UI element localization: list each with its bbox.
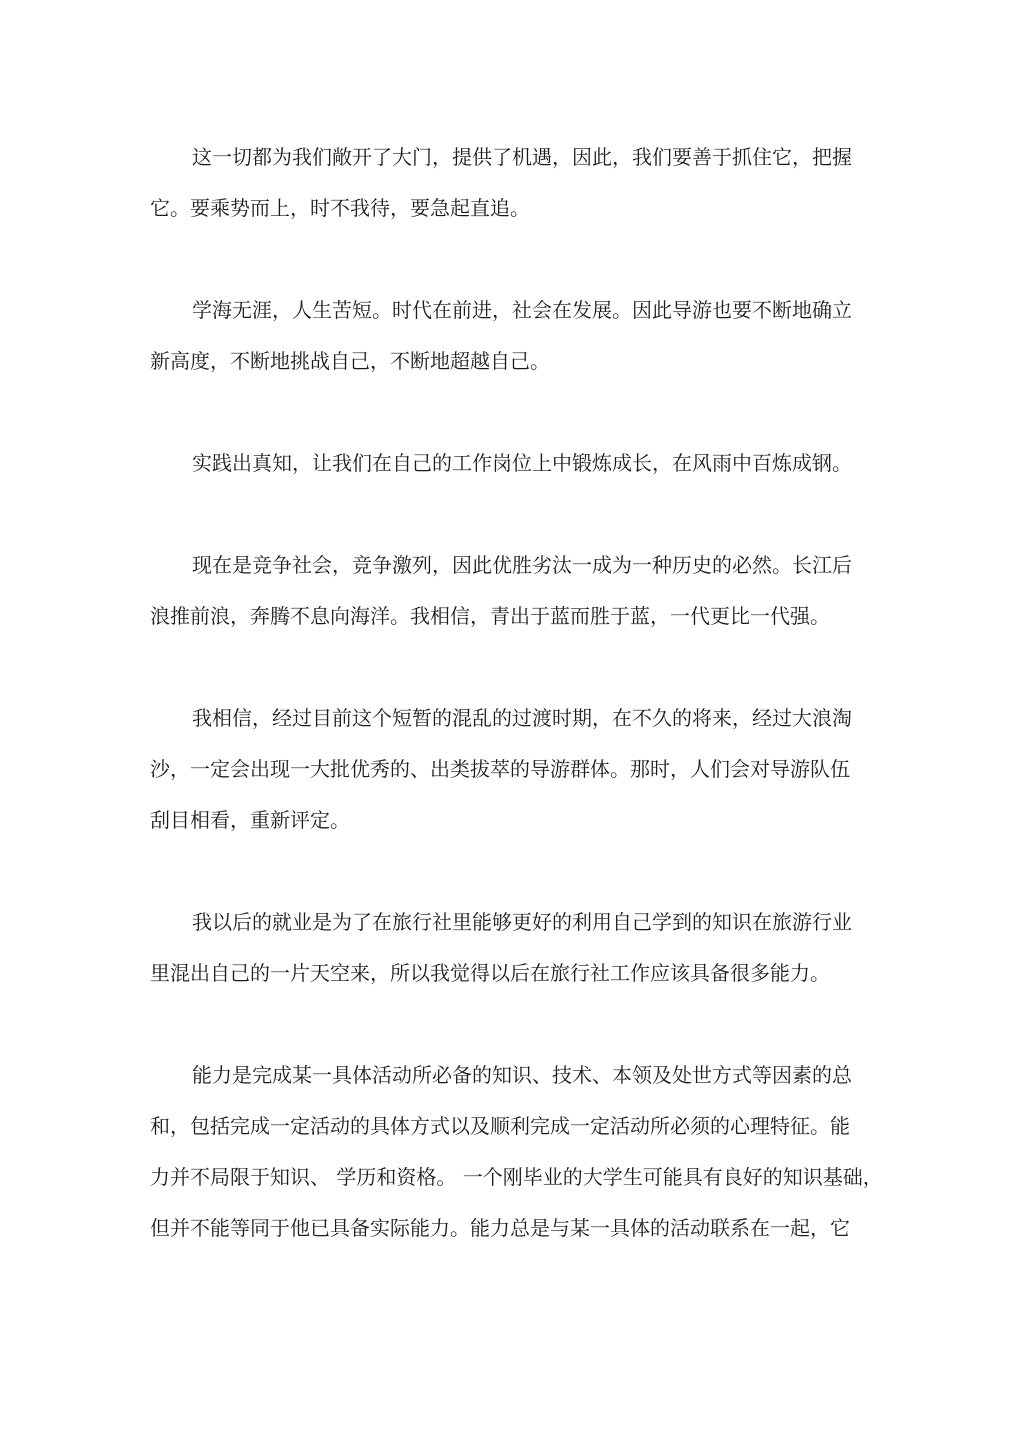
paragraph-3 xyxy=(150,438,852,489)
paragraph-line: 我以后的就业是为了在旅行社里能够更好的利用自己学到的知识在旅游行业 xyxy=(192,910,852,934)
paragraph-line: 它。要乘势而上，时不我待，要急起直追。 xyxy=(150,196,530,220)
paragraph-line: 刮目相看，重新评定。 xyxy=(150,808,350,832)
paragraph-line: 浪推前浪，奔腾不息向海洋。我相信，青出于蓝而胜于蓝，一代更比一代强。 xyxy=(150,604,830,628)
paragraph-6 xyxy=(150,897,852,999)
document-body xyxy=(150,132,883,1305)
paragraph-line: 我相信，经过目前这个短暂的混乱的过渡时期，在不久的将来，经过大浪淘 xyxy=(192,706,852,730)
paragraph-4 xyxy=(150,540,852,642)
paragraph-line: 实践出真知，让我们在自己的工作岗位上中锻炼成长，在风雨中百炼成钢。 xyxy=(192,451,852,475)
paragraph-line: 学海无涯，人生苦短。时代在前进，社会在发展。因此导游也要不断地确立 xyxy=(192,298,852,322)
paragraph-line: 力并不局限于知识、 学历和资格。 一个刚毕业的大学生可能具有良好的知识基础， xyxy=(150,1165,883,1189)
paragraph-line: 和，包括完成一定活动的具体方式以及顺利完成一定活动所必须的心理特征。能 xyxy=(150,1114,850,1138)
paragraph-line: 这一切都为我们敞开了大门，提供了机遇，因此，我们要善于抓住它，把握 xyxy=(192,145,852,169)
paragraph-line: 里混出自己的一片天空来，所以我觉得以后在旅行社工作应该具备很多能力。 xyxy=(150,961,830,985)
paragraph-line: 能力是完成某一具体活动所必备的知识、技术、本领及处世方式等因素的总 xyxy=(192,1063,852,1087)
paragraph-2 xyxy=(150,285,852,387)
paragraph-1 xyxy=(150,132,852,234)
paragraph-line: 现在是竞争社会，竞争激列，因此优胜劣汰一成为一种历史的必然。长江后 xyxy=(192,553,852,577)
paragraph-line: 新高度，不断地挑战自己，不断地超越自己。 xyxy=(150,349,550,373)
paragraph-line: 但并不能等同于他已具备实际能力。能力总是与某一具体的活动联系在一起，它 xyxy=(150,1216,850,1240)
paragraph-line: 沙，一定会出现一大批优秀的、出类拔萃的导游群体。那时，人们会对导游队伍 xyxy=(150,757,850,781)
paragraph-7 xyxy=(150,1050,883,1254)
paragraph-5 xyxy=(150,693,852,846)
